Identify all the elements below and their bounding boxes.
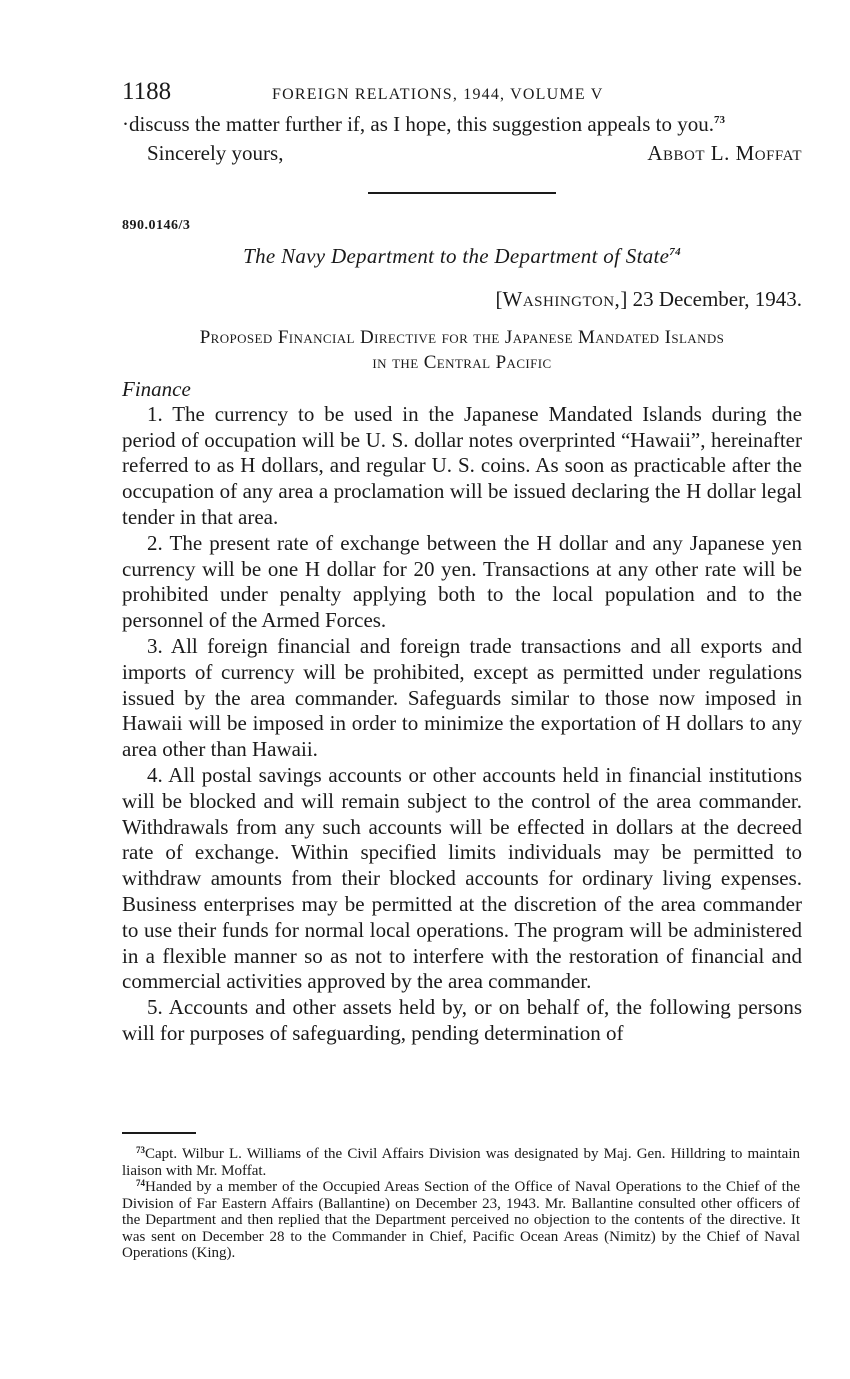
document-heading-text: The Navy Department to the Department of State [243, 243, 670, 268]
directive-title [122, 325, 802, 375]
footnotes [122, 1132, 800, 1262]
footnote-ref-74: 74 [669, 245, 681, 258]
footnote-mark-74: 74 [136, 1178, 145, 1188]
footnote-mark-73: 73 [136, 1145, 145, 1155]
directive-title-line-1: Proposed Financial Directive for the Japanese Mandated Islands [199, 326, 725, 348]
section-divider [368, 192, 556, 194]
signature: Abbot L. Moffat [647, 140, 802, 165]
page-body [122, 78, 802, 1047]
page-number: 1188 [122, 78, 172, 105]
footnote-74-text: Handed by a member of the Occupied Areas Section of the Office of Naval Operations to the Chief of the Division of Far Eastern Affairs (Ballantine) on December 23, 1943. Mr. Ballantine consulted other officers of the Department and then replied that the Department perceived no objection to the contents of the directive. It was sent on December 28 to the Commander in Chief, Pacific Ocean Areas (Nimitz) by the Chief of Naval Operations (King). [122, 1179, 800, 1261]
section-heading: Finance [122, 376, 191, 401]
continuation-text: ·discuss the matter further if, as I hope, this suggestion appeals to you. [122, 112, 714, 136]
paragraph-4: 4. All postal savings accounts or other accounts held in financial institutions will be blocked and will remain subject to the control of the area commander. Withdrawals from any such accounts will be effected in dollars at the decreed rate of exchange. Within specified limits individuals may be permitted to withdraw amounts from their blocked accounts for ordinary living expenses. Business enterprises may be permitted at the discretion of the area commander to use their funds for normal local operations. The program will be administered in a flexible manner so as not to interfere with the restoration of financial and commercial activities approved by the area commander. [122, 762, 802, 994]
paragraph-3: 3. All foreign financial and foreign trade transactions and all exports and imports of currency will be prohibited, except as permitted under regulations issued by the area commander. Safeguards similar to those now imposed in Hawaii will be imposed in order to minimize the exportation of H dollars to any area other than Hawaii. [122, 633, 802, 762]
dateline-date: 23 December, 1943. [632, 286, 802, 311]
footnote-ref-73: 73 [713, 114, 725, 126]
document-heading [122, 244, 802, 269]
dateline: [Washington,] 23 December, 1943. [495, 286, 802, 311]
continuation-paragraph [122, 112, 802, 138]
footnote-74 [122, 1179, 800, 1262]
letter-closing [122, 140, 802, 166]
running-title: FOREIGN RELATIONS, 1944, VOLUME V [272, 86, 604, 103]
dateline-place: Washington, [502, 286, 621, 311]
file-number: 890.0146/3 [122, 217, 191, 233]
directive-title-line-2: in the Central Pacific [372, 351, 552, 373]
footnote-73 [122, 1146, 800, 1179]
continuation-block [122, 112, 802, 138]
running-head [122, 78, 802, 112]
paragraph-2: 2. The present rate of exchange between the H dollar and any Japanese yen currency will be one H dollar for 20 yen. Transactions at any other rate will be prohibited under penalty applying both to the local population and to the personnel of the Armed Forces. [122, 530, 802, 633]
salutation: Sincerely yours, [147, 140, 284, 165]
footnote-73-text: Capt. Wilbur L. Williams of the Civil Affairs Division was designated by Maj. Gen. Hilldring to maintain liaison with Mr. Moffat. [122, 1146, 800, 1179]
footnote-rule [122, 1132, 196, 1134]
paragraph-1: 1. The currency to be used in the Japanese Mandated Islands during the period of occupation will be U. S. dollar notes overprinted “Hawaii”, hereinafter referred to as H dollars, and regular U. S. coins. As soon as practicable after the occupation of any area a proclamation will be issued declaring the H dollar legal tender in that area. [122, 401, 802, 529]
directive-body [122, 402, 802, 1047]
paragraph-5: 5. Accounts and other assets held by, or on behalf of, the following persons will for purposes of safeguarding, pending determination of [122, 995, 802, 1045]
